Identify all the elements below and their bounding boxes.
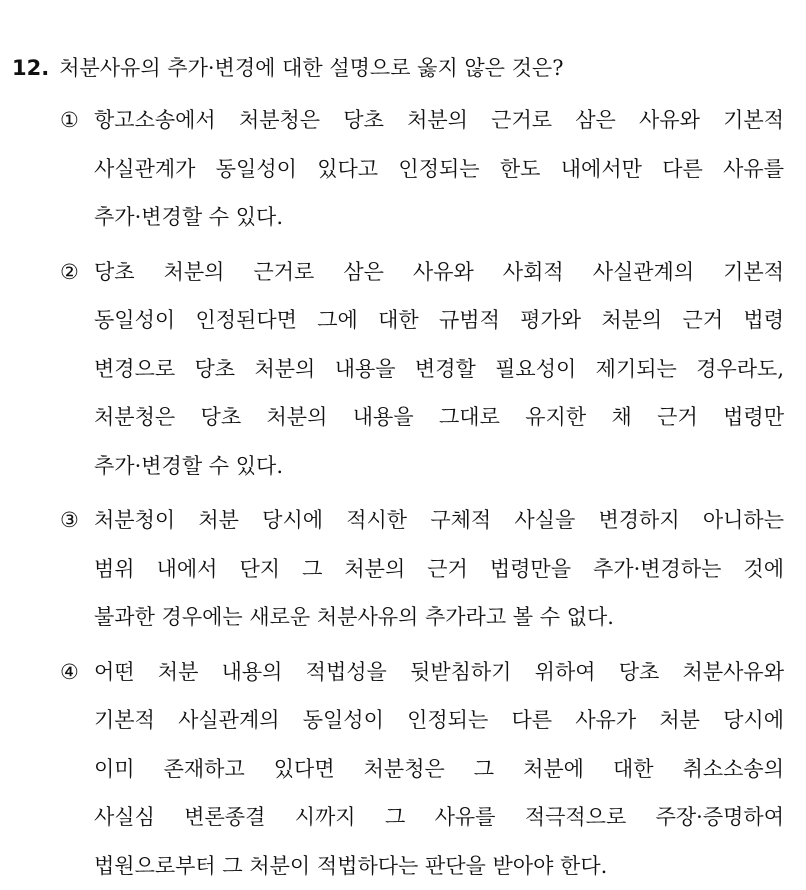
option-line: 추가·변경할 수 있다. <box>94 193 784 242</box>
option-4[interactable] <box>12 648 802 890</box>
option-line: 사실관계가 동일성이 있다고 인정되는 한도 내에서만 다른 사유를 <box>94 145 784 194</box>
option-1[interactable] <box>12 96 802 242</box>
option-line: 이미 존재하고 있다면 처분청은 그 처분에 대한 취소소송의 <box>94 745 784 794</box>
option-marker: ② <box>60 248 79 296</box>
option-line: 법원으로부터 그 처분이 적법하다는 판단을 받아야 한다. <box>94 842 784 890</box>
option-line: 기본적 사실관계의 동일성이 인정되는 다른 사유가 처분 당시에 <box>94 696 784 745</box>
question-number: 12. <box>12 46 49 90</box>
option-line: 사실심 변론종결 시까지 그 사유를 적극적으로 주장·증명하여 <box>94 793 784 842</box>
option-line: 항고소송에서 처분청은 당초 처분의 근거로 삼은 사유와 기본적 <box>94 96 784 145</box>
question-12 <box>12 46 802 890</box>
option-line: 변경으로 당초 처분의 내용을 변경할 필요성이 제기되는 경우라도, <box>94 345 784 394</box>
option-marker: ① <box>60 96 79 144</box>
option-line: 처분청이 처분 당시에 적시한 구체적 사실을 변경하지 아니하는 <box>94 496 784 545</box>
question-header <box>12 46 802 90</box>
option-line: 동일성이 인정된다면 그에 대한 규범적 평가와 처분의 근거 법령 <box>94 296 784 345</box>
option-marker: ③ <box>60 496 79 544</box>
option-2[interactable] <box>12 248 802 491</box>
option-line: 범위 내에서 단지 그 처분의 근거 법령만을 추가·변경하는 것에 <box>94 545 784 594</box>
option-3[interactable] <box>12 496 802 642</box>
option-line: 추가·변경할 수 있다. <box>94 442 784 491</box>
option-marker: ④ <box>60 648 79 696</box>
option-line: 불과한 경우에는 새로운 처분사유의 추가라고 볼 수 없다. <box>94 593 784 642</box>
option-line: 처분청은 당초 처분의 내용을 그대로 유지한 채 근거 법령만 <box>94 393 784 442</box>
question-prompt: 처분사유의 추가·변경에 대한 설명으로 옳지 않은 것은? <box>59 46 563 90</box>
option-line: 당초 처분의 근거로 삼은 사유와 사회적 사실관계의 기본적 <box>94 248 784 297</box>
option-line: 어떤 처분 내용의 적법성을 뒷받침하기 위하여 당초 처분사유와 <box>94 648 784 697</box>
